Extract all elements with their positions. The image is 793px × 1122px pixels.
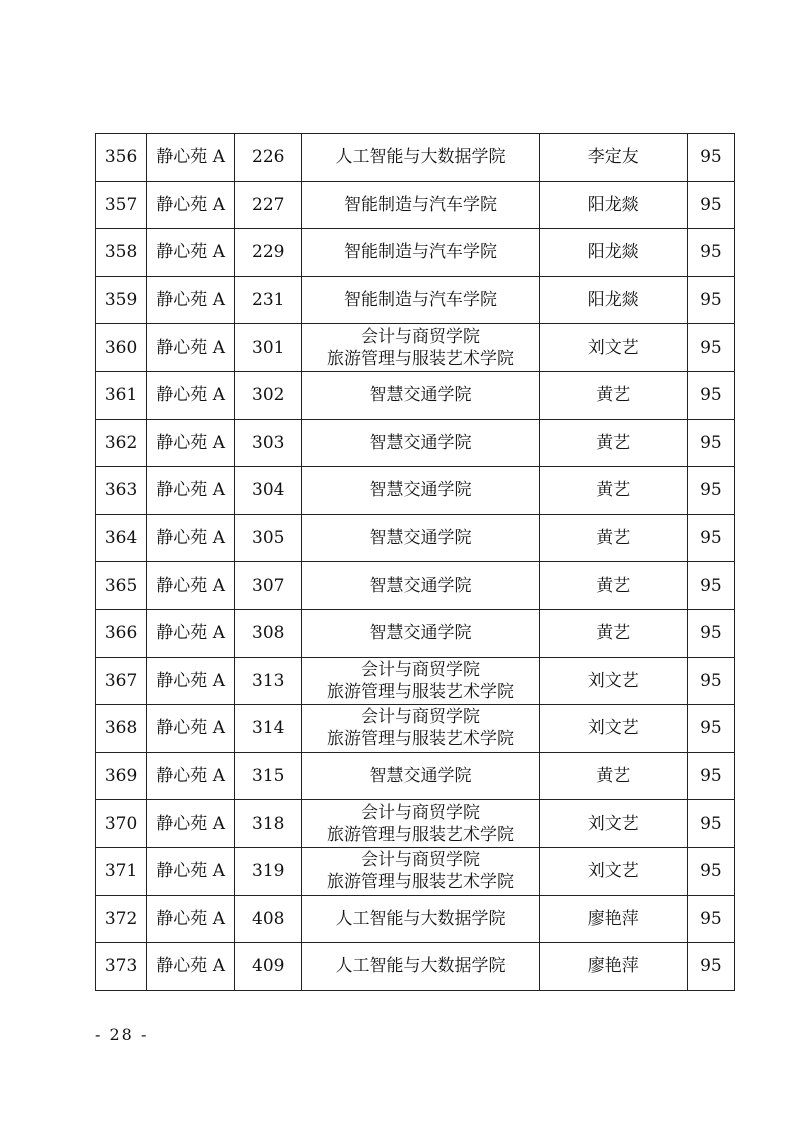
building-cell: 静心苑 A [147, 324, 235, 372]
college-cell [302, 467, 539, 515]
college-line: 旅游管理与服装艺术学院 [326, 348, 514, 369]
college-line: 人工智能与大数据学院 [335, 908, 506, 929]
building-cell: 静心苑 A [147, 181, 235, 229]
building-cell: 静心苑 A [147, 895, 235, 943]
building-cell: 静心苑 A [147, 943, 235, 991]
room-cell: 319 [235, 847, 302, 895]
score-cell: 95 [687, 181, 734, 229]
teacher-cell: 黄艺 [539, 609, 687, 657]
row-number-cell: 366 [96, 609, 147, 657]
row-number-cell: 360 [96, 324, 147, 372]
room-cell: 318 [235, 800, 302, 848]
college-cell [302, 276, 539, 324]
room-cell: 305 [235, 514, 302, 562]
college-cell [302, 371, 539, 419]
score-cell: 95 [687, 514, 734, 562]
college-line: 智慧交通学院 [369, 623, 472, 644]
table-row [96, 847, 735, 895]
college-cell [302, 752, 539, 800]
score-cell: 95 [687, 657, 734, 705]
college-cell [302, 134, 539, 182]
row-number-cell: 361 [96, 371, 147, 419]
teacher-cell: 阳龙燚 [539, 276, 687, 324]
college-line: 智慧交通学院 [369, 432, 472, 453]
college-line: 人工智能与大数据学院 [335, 956, 506, 977]
score-cell: 95 [687, 705, 734, 753]
teacher-cell: 廖艳萍 [539, 895, 687, 943]
score-cell: 95 [687, 229, 734, 277]
row-number-cell: 357 [96, 181, 147, 229]
room-cell: 302 [235, 371, 302, 419]
teacher-cell: 李定友 [539, 134, 687, 182]
teacher-cell: 黄艺 [539, 371, 687, 419]
table-row [96, 800, 735, 848]
table-row [96, 895, 735, 943]
teacher-cell: 阳龙燚 [539, 229, 687, 277]
table-row [96, 419, 735, 467]
teacher-cell: 刘文艺 [539, 705, 687, 753]
table-row [96, 134, 735, 182]
score-cell: 95 [687, 752, 734, 800]
table-row [96, 705, 735, 753]
room-cell: 226 [235, 134, 302, 182]
room-cell: 229 [235, 229, 302, 277]
college-line: 智慧交通学院 [369, 480, 472, 501]
room-cell: 231 [235, 276, 302, 324]
building-cell: 静心苑 A [147, 847, 235, 895]
table-row [96, 514, 735, 562]
teacher-cell: 黄艺 [539, 514, 687, 562]
building-cell: 静心苑 A [147, 419, 235, 467]
room-cell: 307 [235, 562, 302, 610]
building-cell: 静心苑 A [147, 514, 235, 562]
college-line: 会计与商贸学院 [360, 802, 480, 823]
score-cell: 95 [687, 467, 734, 515]
college-line: 智慧交通学院 [369, 385, 472, 406]
college-cell [302, 847, 539, 895]
table-row [96, 371, 735, 419]
room-cell: 315 [235, 752, 302, 800]
table-row [96, 943, 735, 991]
college-line: 智慧交通学院 [369, 575, 472, 596]
score-cell: 95 [687, 134, 734, 182]
score-cell: 95 [687, 276, 734, 324]
dormitory-score-table [95, 133, 735, 991]
college-line: 智慧交通学院 [369, 766, 472, 787]
college-line: 智能制造与汽车学院 [343, 194, 497, 215]
college-cell [302, 705, 539, 753]
college-line: 人工智能与大数据学院 [335, 147, 506, 168]
college-cell [302, 324, 539, 372]
row-number-cell: 368 [96, 705, 147, 753]
score-cell: 95 [687, 324, 734, 372]
building-cell: 静心苑 A [147, 134, 235, 182]
college-cell [302, 657, 539, 705]
row-number-cell: 358 [96, 229, 147, 277]
table-row [96, 657, 735, 705]
score-cell: 95 [687, 419, 734, 467]
row-number-cell: 359 [96, 276, 147, 324]
row-number-cell: 370 [96, 800, 147, 848]
score-cell: 95 [687, 847, 734, 895]
room-cell: 301 [235, 324, 302, 372]
row-number-cell: 356 [96, 134, 147, 182]
building-cell: 静心苑 A [147, 276, 235, 324]
table-row [96, 276, 735, 324]
teacher-cell: 黄艺 [539, 467, 687, 515]
college-cell [302, 895, 539, 943]
building-cell: 静心苑 A [147, 705, 235, 753]
teacher-cell: 廖艳萍 [539, 943, 687, 991]
room-cell: 314 [235, 705, 302, 753]
row-number-cell: 365 [96, 562, 147, 610]
college-line: 会计与商贸学院 [360, 326, 480, 347]
table-row [96, 324, 735, 372]
table-row [96, 562, 735, 610]
college-line: 智能制造与汽车学院 [343, 242, 497, 263]
page-number: - 28 - [95, 1025, 149, 1044]
building-cell: 静心苑 A [147, 609, 235, 657]
table-row [96, 752, 735, 800]
building-cell: 静心苑 A [147, 467, 235, 515]
college-cell [302, 514, 539, 562]
row-number-cell: 367 [96, 657, 147, 705]
teacher-cell: 阳龙燚 [539, 181, 687, 229]
score-cell: 95 [687, 895, 734, 943]
teacher-cell: 刘文艺 [539, 800, 687, 848]
college-cell [302, 419, 539, 467]
college-line: 会计与商贸学院 [360, 659, 480, 680]
room-cell: 408 [235, 895, 302, 943]
building-cell: 静心苑 A [147, 371, 235, 419]
teacher-cell: 黄艺 [539, 419, 687, 467]
score-cell: 95 [687, 371, 734, 419]
teacher-cell: 刘文艺 [539, 657, 687, 705]
row-number-cell: 372 [96, 895, 147, 943]
table-row [96, 229, 735, 277]
room-cell: 304 [235, 467, 302, 515]
score-cell: 95 [687, 562, 734, 610]
score-cell: 95 [687, 800, 734, 848]
college-line: 旅游管理与服装艺术学院 [326, 729, 514, 750]
college-cell [302, 181, 539, 229]
score-cell: 95 [687, 943, 734, 991]
college-line: 旅游管理与服装艺术学院 [326, 681, 514, 702]
college-line: 旅游管理与服装艺术学院 [326, 872, 514, 893]
college-line: 智能制造与汽车学院 [343, 290, 497, 311]
teacher-cell: 黄艺 [539, 562, 687, 610]
room-cell: 409 [235, 943, 302, 991]
college-cell [302, 229, 539, 277]
row-number-cell: 364 [96, 514, 147, 562]
teacher-cell: 黄艺 [539, 752, 687, 800]
table-body [96, 134, 735, 991]
college-cell [302, 943, 539, 991]
room-cell: 303 [235, 419, 302, 467]
building-cell: 静心苑 A [147, 562, 235, 610]
college-line: 会计与商贸学院 [360, 850, 480, 871]
row-number-cell: 362 [96, 419, 147, 467]
row-number-cell: 373 [96, 943, 147, 991]
building-cell: 静心苑 A [147, 229, 235, 277]
teacher-cell: 刘文艺 [539, 847, 687, 895]
row-number-cell: 363 [96, 467, 147, 515]
college-line: 智慧交通学院 [369, 528, 472, 549]
table-row [96, 609, 735, 657]
building-cell: 静心苑 A [147, 752, 235, 800]
table-row [96, 181, 735, 229]
college-cell [302, 562, 539, 610]
teacher-cell: 刘文艺 [539, 324, 687, 372]
row-number-cell: 369 [96, 752, 147, 800]
college-line: 会计与商贸学院 [360, 707, 480, 728]
room-cell: 313 [235, 657, 302, 705]
building-cell: 静心苑 A [147, 800, 235, 848]
college-line: 旅游管理与服装艺术学院 [326, 824, 514, 845]
college-cell [302, 800, 539, 848]
building-cell: 静心苑 A [147, 657, 235, 705]
row-number-cell: 371 [96, 847, 147, 895]
room-cell: 227 [235, 181, 302, 229]
room-cell: 308 [235, 609, 302, 657]
table-row [96, 467, 735, 515]
score-cell: 95 [687, 609, 734, 657]
college-cell [302, 609, 539, 657]
